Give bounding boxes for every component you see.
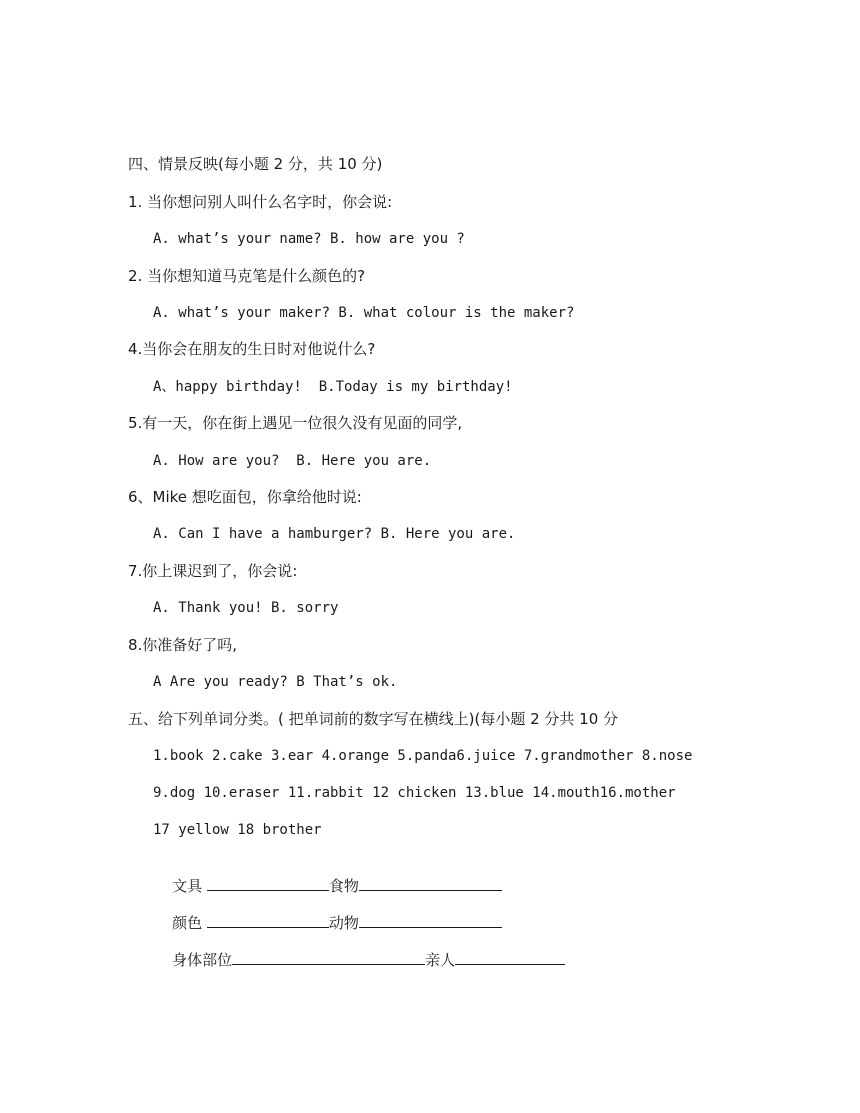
question-2-options: A. what’s your maker? B. what colour is the maker? xyxy=(153,305,575,321)
question-5-options: A. How are you? B. Here you are. xyxy=(153,453,432,469)
category-label-animal: 动物 xyxy=(328,914,359,932)
word-list-line-2: 9.dog 10.eraser 11.rabbit 12 chicken 13.blue 14.mouth16.mother xyxy=(153,785,676,801)
answer-blank-animal[interactable] xyxy=(359,913,502,928)
answer-blank-body-parts[interactable] xyxy=(232,950,425,965)
question-5: 5.有一天，你在街上遇见一位很久没有见面的同学, xyxy=(128,414,463,432)
answer-blank-family[interactable] xyxy=(455,950,565,965)
question-2: 2. 当你想知道马克笔是什么颜色的? xyxy=(128,267,366,285)
question-8-options: A Are you ready? B That’s ok. xyxy=(153,674,398,690)
question-1: 1. 当你想问别人叫什么名字时，你会说: xyxy=(128,193,393,211)
question-1-options: A. what’s your name? B. how are you ? xyxy=(153,231,465,247)
category-label-color: 颜色 xyxy=(172,914,207,932)
question-7: 7.你上课迟到了，你会说: xyxy=(128,562,298,580)
category-label-family: 亲人 xyxy=(425,951,456,969)
category-label-body-parts: 身体部位 xyxy=(172,951,233,969)
word-list-line-3: 17 yellow 18 brother xyxy=(153,822,322,838)
question-4-options: A、happy birthday! B.Today is my birthday! xyxy=(153,379,513,395)
category-label-food: 食物 xyxy=(328,877,359,895)
section-5-heading: 五、给下列单词分类。( 把单词前的数字写在横线上)(每小题 2 分共 10 分 xyxy=(128,710,619,728)
question-6-options: A. Can I have a hamburger? B. Here you are. xyxy=(153,526,516,542)
answer-blank-color[interactable] xyxy=(207,913,329,928)
word-list-line-1: 1.book 2.cake 3.ear 4.orange 5.panda6.juice 7.grandmother 8.nose xyxy=(153,748,693,764)
section-4-heading: 四、情景反映(每小题 2 分，共 10 分) xyxy=(128,155,383,173)
answer-blank-stationery[interactable] xyxy=(207,876,329,891)
answer-blank-food[interactable] xyxy=(359,876,502,891)
question-4: 4.当你会在朋友的生日时对他说什么? xyxy=(128,340,376,358)
question-8: 8.你准备好了吗, xyxy=(128,636,238,654)
question-6: 6、Mike 想吃面包，你拿给他时说: xyxy=(128,488,362,506)
category-label-stationery: 文具 xyxy=(172,877,207,895)
category-row-3 xyxy=(153,930,565,990)
question-7-options: A. Thank you! B. sorry xyxy=(153,600,339,616)
